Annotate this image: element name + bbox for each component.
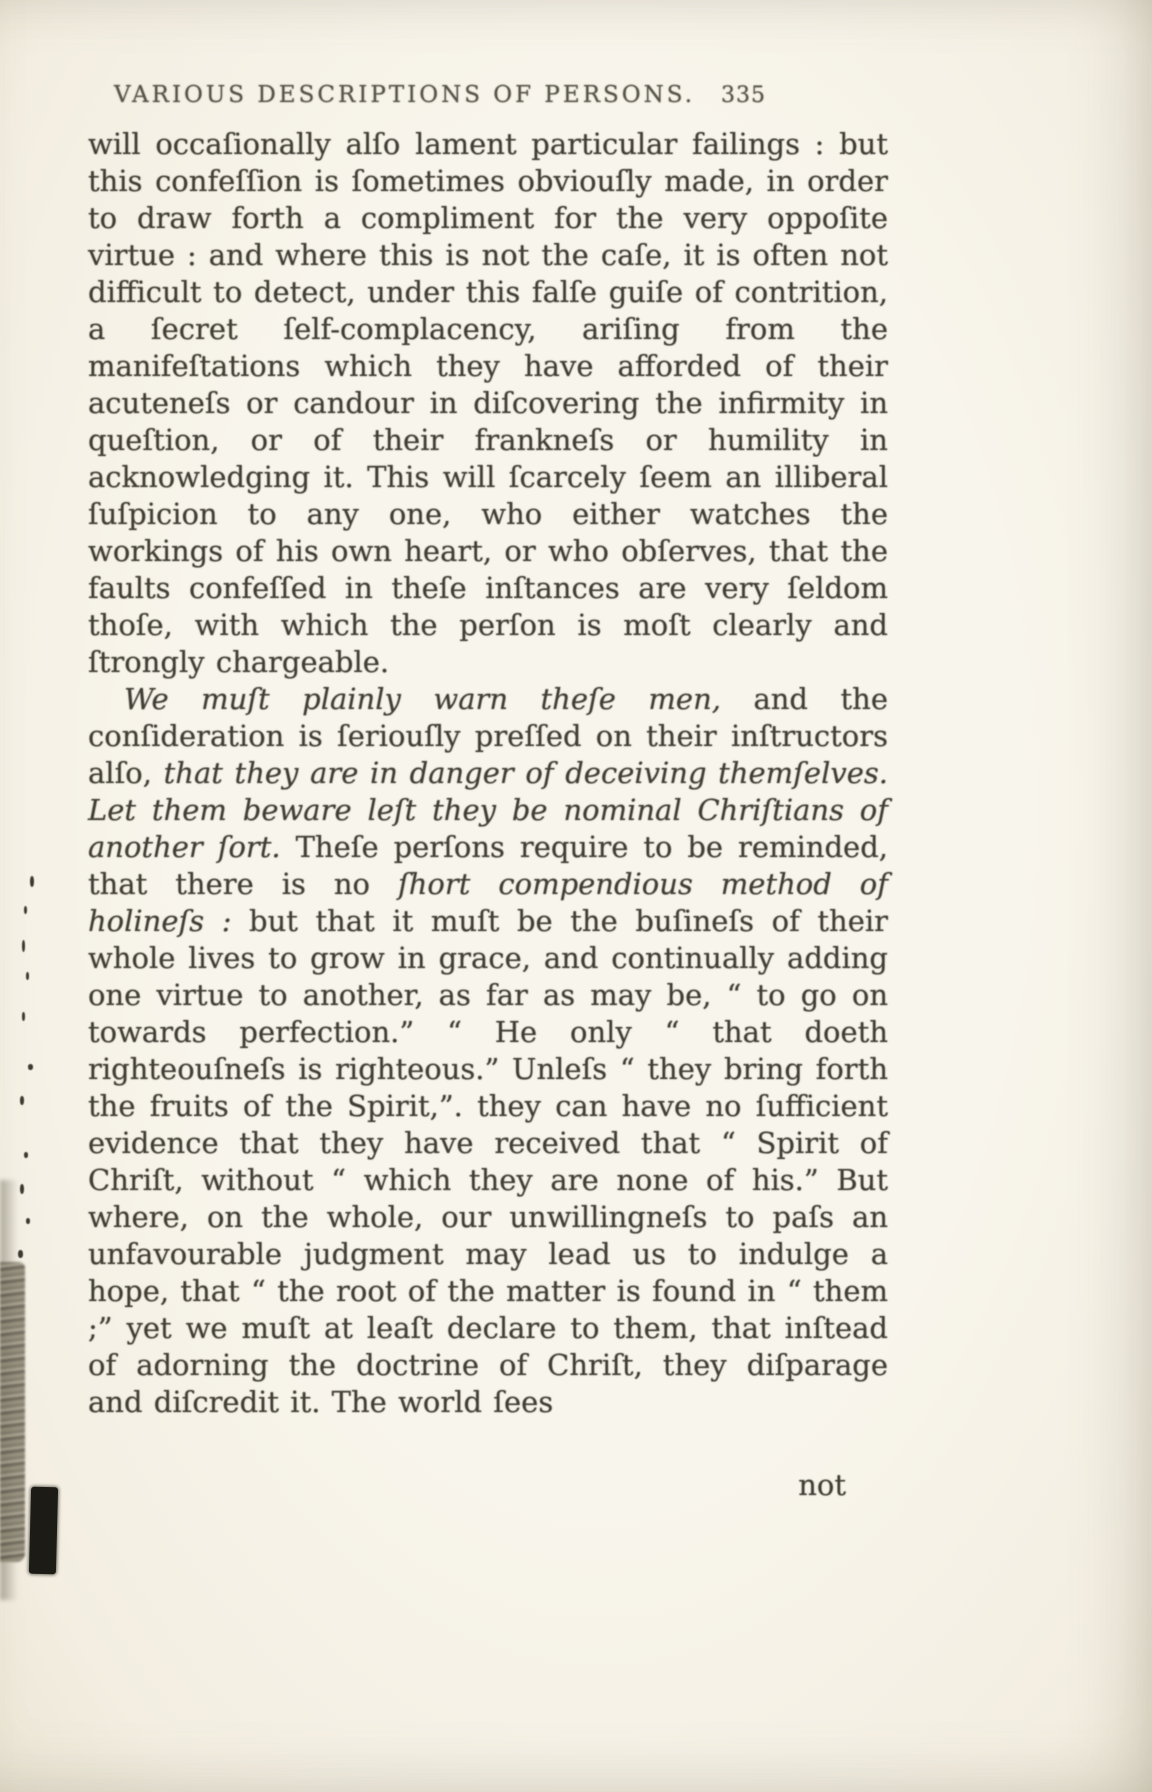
scan-speck <box>20 1184 24 1194</box>
page-number: 335 <box>721 83 766 108</box>
catchword: not <box>798 1468 846 1502</box>
scan-speck <box>30 876 34 887</box>
paragraph <box>88 126 888 681</box>
text-run: and the conſideration is ſeriouſly preſſed on their inſtructors alſo, <box>88 682 888 790</box>
page-title: VARIOUS DESCRIPTIONS OF PERSONS. <box>114 82 695 108</box>
scan-speck <box>22 1012 25 1021</box>
text-run: ſhort compendious method of holineſs : <box>88 867 888 938</box>
text-run: will occaſionally alſo lament particular failings : but this confeſſion is ſometimes obviouſly made, in order to draw forth a compliment for the very oppoſite virtue : and where this is not the caſe, it is often not difficult to detect, under this falſe guiſe of contrition, a ſecret ſelf-complacency, ariſing from the manifeſtations which they have afforded of their acuteneſs or candour in diſcovering the infirmity in queſtion, or of their frankneſs or humility in acknowledging it. This will ſcarcely ſeem an illiberal ſuſpicion to any one, who either watches the workings of his own heart, or who obſerves, that the faults confeſſed in theſe inſtances are very ſeldom thoſe, with which the perſon is moſt clearly and ſtrongly chargeable. <box>88 127 888 679</box>
scan-speck <box>28 1064 33 1070</box>
paragraph <box>88 681 888 1421</box>
binding-smudge <box>0 1262 25 1562</box>
text-run: but that it muſt be the buſineſs of their whole lives to grow in grace, and continually adding one virtue to another, as far as may be, “ to go on towards perfection.” “ He only “ that doeth righteouſneſs is righteous.” Unleſs “ they bring forth the fruits of the Spirit,”. they can have no ſufficient evidence that they have received that “ Spirit of Chriſt, without “ which they are none of his.” But where, on the whole, our unwillingneſs to paſs an unfavourable judgment may lead us to indulge a hope, that “ the root of the matter is found in “ them ;” yet we muſt at leaſt declare to them, that inſtead of adorning the doctrine of Chriſt, they diſparage and diſcredit it. The world ſees <box>88 904 888 1419</box>
scan-speck <box>22 940 25 952</box>
scan-speck <box>20 1096 24 1105</box>
scan-speck <box>18 1250 23 1258</box>
running-header <box>88 82 792 108</box>
text-run: that they are in danger of deceiving themſelves. Let them beware leſt they be nominal Chriſtians of another ſort. <box>88 756 888 864</box>
scan-speck <box>26 972 29 980</box>
text-run: We muſt plainly warn theſe men, <box>124 682 721 716</box>
scan-speck <box>24 906 27 914</box>
scan-speck <box>26 1218 30 1224</box>
text-run: Theſe perſons require to be reminded, that there is no <box>88 830 888 901</box>
body-paragraphs <box>88 126 888 1421</box>
scan-speck <box>24 1152 28 1158</box>
binding-mark <box>29 1487 58 1575</box>
